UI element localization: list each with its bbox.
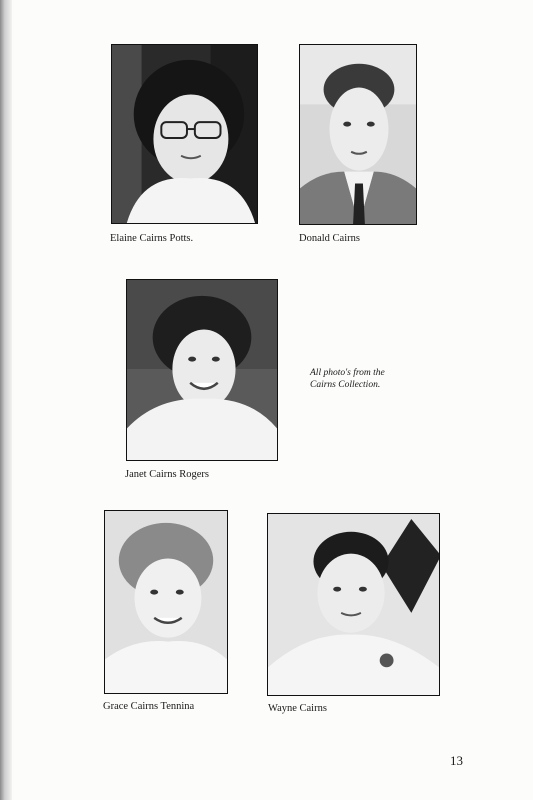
photo-janet: [126, 279, 278, 461]
photo-wayne: [267, 513, 440, 696]
caption-grace: Grace Cairns Tennina: [103, 701, 195, 712]
photo-grace: [104, 510, 228, 694]
photo-credit-note: [310, 367, 420, 391]
book-spine-shadow: [0, 0, 12, 800]
caption-wayne: Wayne Cairns: [268, 703, 327, 714]
page-number: 13: [450, 753, 463, 768]
caption-elaine: Elaine Cairns Potts.: [110, 233, 194, 244]
caption-janet: Janet Cairns Rogers: [125, 469, 209, 480]
photo-donald: [299, 44, 417, 225]
caption-donald: Donald Cairns: [299, 233, 360, 244]
photo-credit-line-2: Cairns Collection.: [310, 380, 381, 390]
photo-elaine: [111, 44, 258, 224]
photo-credit-line-1: All photo's from the: [310, 368, 385, 378]
